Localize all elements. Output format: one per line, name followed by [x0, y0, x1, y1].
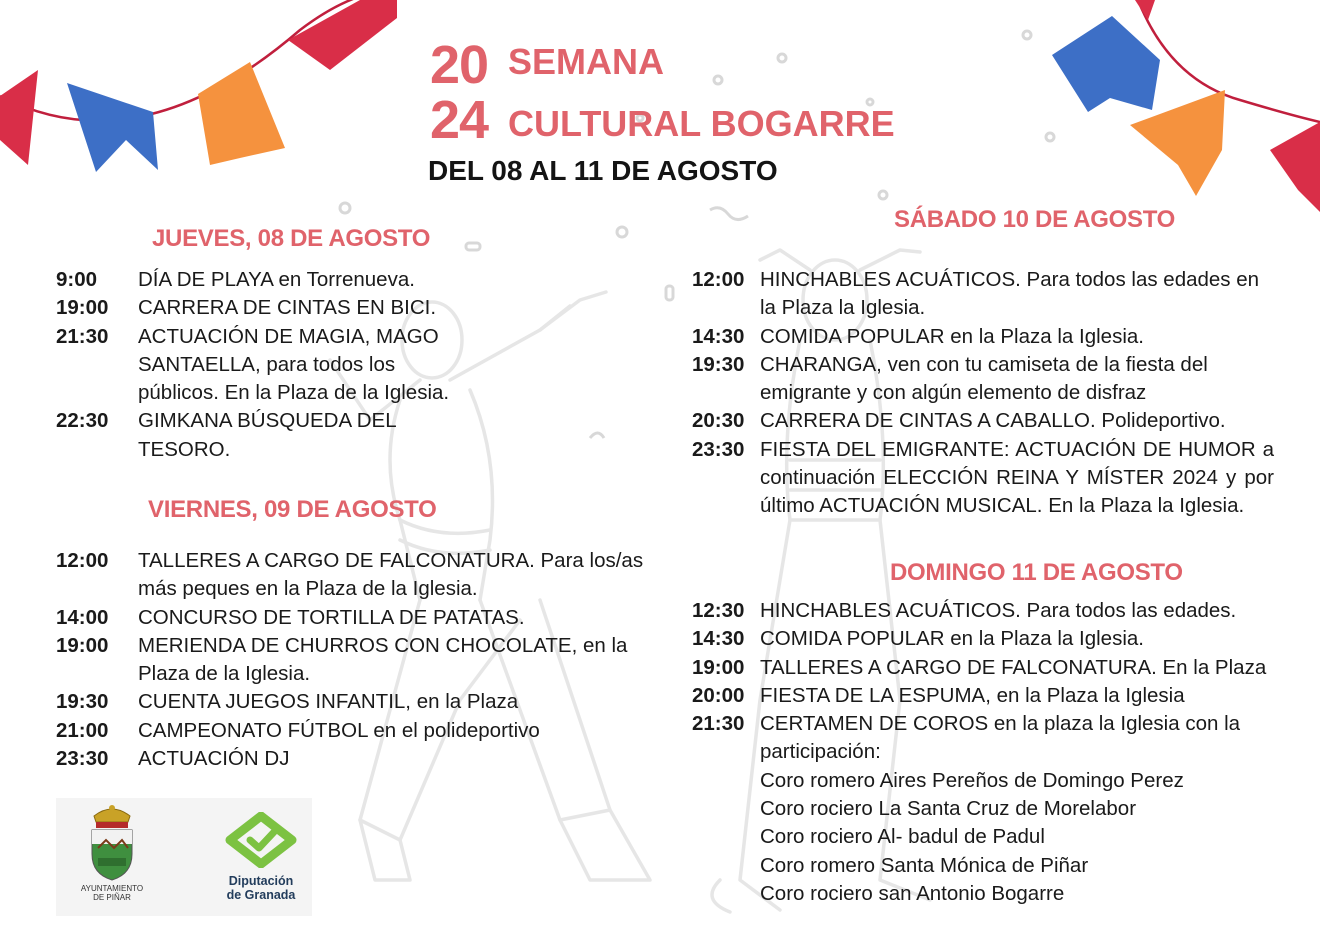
event-time: 19:00 — [56, 633, 109, 657]
event-description: CUENTA JUEGOS INFANTIL, en la Plaza — [138, 690, 519, 714]
event-time: 22:30 — [56, 409, 109, 433]
friday-schedule — [56, 547, 652, 773]
event-time: 21:30 — [56, 324, 109, 348]
choir-row — [692, 852, 1282, 880]
choir-row — [692, 823, 1282, 851]
event-description: HINCHABLES ACUÁTICOS. Para todos las edades. — [760, 599, 1237, 622]
choir-name: Coro rociero La Santa Cruz de Morelabor — [760, 797, 1137, 821]
schedule-row — [692, 266, 1274, 323]
event-time: 19:30 — [692, 352, 745, 376]
year-bottom: 24 — [430, 90, 489, 150]
ayuntamiento-crest-icon — [84, 802, 140, 882]
event-description: CARRERA DE CINTAS EN BICI. — [138, 296, 437, 320]
sponsor-logos — [56, 798, 312, 916]
event-time: 14:30 — [692, 627, 745, 651]
event-time: 23:30 — [56, 747, 109, 771]
event-time: 19:30 — [56, 690, 109, 714]
schedule-row — [56, 745, 652, 773]
schedule-row — [56, 407, 456, 464]
event-description: CAMPEONATO FÚTBOL en el polideportivo — [138, 718, 540, 742]
event-time: 14:00 — [56, 605, 109, 629]
event-time: 12:30 — [692, 599, 745, 622]
event-time: 20:00 — [692, 683, 745, 707]
schedule-row — [56, 632, 652, 689]
event-time: 23:30 — [692, 437, 745, 461]
saturday-title: SÁBADO 10 DE AGOSTO — [894, 206, 1176, 233]
schedule-row — [56, 688, 652, 716]
event-time: 21:30 — [692, 712, 745, 736]
schedule-row — [56, 323, 456, 408]
bunting-right-icon — [1052, 0, 1320, 212]
event-description: ACTUACIÓN DE MAGIA, MAGO SANTAELLA, para todos los públicos. En la Plaza de la Iglesia. — [138, 324, 450, 405]
event-description: CONCURSO DE TORTILLA DE PATATAS. — [138, 605, 525, 629]
schedule-row — [56, 717, 652, 745]
ayuntamiento-line2: DE PIÑAR — [93, 893, 131, 902]
schedule-row — [56, 294, 456, 322]
diputacion-logo-icon — [224, 812, 298, 868]
diputacion-line1: Diputación — [228, 874, 294, 888]
event-description: CHARANGA, ven con tu camiseta de la fiesta del emigrante y con algún elemento de disfraz — [760, 352, 1208, 405]
ayuntamiento-line1: AYUNTAMIENTO — [80, 884, 144, 893]
schedule-row — [692, 597, 1282, 625]
event-time: 19:00 — [692, 655, 745, 679]
thursday-schedule — [56, 266, 456, 464]
event-description: FIESTA DE LA ESPUMA, en la Plaza la Iglesia — [760, 683, 1185, 707]
choir-name: Coro romero Aires Pereños de Domingo Perez — [760, 768, 1184, 792]
title-line2: CULTURAL BOGARRE — [508, 103, 895, 144]
saturday-schedule — [692, 266, 1274, 521]
event-description: MERIENDA DE CHURROS CON CHOCOLATE, en la Plaza de la Iglesia. — [138, 633, 628, 686]
event-description: ACTUACIÓN DJ — [138, 747, 290, 771]
ayuntamiento-logo-text — [74, 884, 150, 902]
schedule-row — [692, 654, 1282, 682]
choir-name: Coro romero Santa Mónica de Piñar — [760, 853, 1089, 877]
diputacion-logo-text — [206, 874, 316, 902]
sunday-title: DOMINGO 11 DE AGOSTO — [890, 559, 1183, 586]
event-description: DÍA DE PLAYA en Torrenueva. — [138, 268, 415, 291]
event-time: 21:00 — [56, 718, 109, 742]
schedule-row — [56, 266, 456, 294]
year-top: 20 — [430, 35, 489, 95]
choir-row — [692, 880, 1282, 908]
bunting-left-icon — [0, 0, 397, 172]
sunday-schedule — [692, 597, 1282, 908]
event-description: TALLERES A CARGO DE FALCONATURA. Para los/as más peques en la Plaza de la Iglesia. — [138, 549, 644, 601]
schedule-row — [692, 710, 1282, 767]
event-time: 12:00 — [692, 268, 745, 291]
event-time: 20:30 — [692, 409, 745, 433]
event-time: 14:30 — [692, 324, 745, 348]
event-description: FIESTA DEL EMIGRANTE: ACTUACIÓN DE HUMOR a continuación ELECCIÓN REINA Y MÍSTER 2024 y por último ACTUACIÓN MUSICAL. En la Plaza la Iglesia. — [760, 437, 1274, 518]
title-line1: SEMANA — [508, 41, 665, 82]
event-time: 9:00 — [56, 268, 98, 291]
choir-name: Coro rociero san Antonio Bogarre — [760, 881, 1065, 905]
thursday-title: JUEVES, 08 DE AGOSTO — [152, 225, 431, 252]
schedule-row — [692, 436, 1274, 521]
event-description: TALLERES A CARGO DE FALCONATURA. En la Plaza — [760, 655, 1267, 679]
diputacion-line2: de Granada — [226, 888, 296, 902]
schedule-row — [692, 323, 1274, 351]
event-description: CARRERA DE CINTAS A CABALLO. Polideportivo. — [760, 409, 1226, 433]
schedule-row — [692, 625, 1282, 653]
schedule-row — [56, 604, 652, 632]
choir-name: Coro rociero Al- badul de Padul — [760, 825, 1045, 849]
event-time: 12:00 — [56, 549, 109, 572]
friday-title: VIERNES, 09 DE AGOSTO — [148, 496, 437, 523]
event-description: GIMKANA BÚSQUEDA DEL TESORO. — [138, 409, 396, 461]
schedule-row — [56, 547, 652, 604]
event-description: CERTAMEN DE COROS en la plaza la Iglesia con la participación: — [760, 712, 1241, 764]
event-time: 19:00 — [56, 296, 109, 320]
schedule-row — [692, 682, 1282, 710]
schedule-row — [692, 351, 1274, 408]
event-description: COMIDA POPULAR en la Plaza la Iglesia. — [760, 627, 1144, 651]
event-description: COMIDA POPULAR en la Plaza la Iglesia. — [760, 324, 1144, 348]
schedule-row — [692, 407, 1274, 435]
event-dates: DEL 08 AL 11 DE AGOSTO — [428, 155, 778, 186]
event-description: HINCHABLES ACUÁTICOS. Para todos las edades en la Plaza la Iglesia. — [760, 268, 1260, 320]
choir-row — [692, 767, 1282, 795]
choir-row — [692, 795, 1282, 823]
